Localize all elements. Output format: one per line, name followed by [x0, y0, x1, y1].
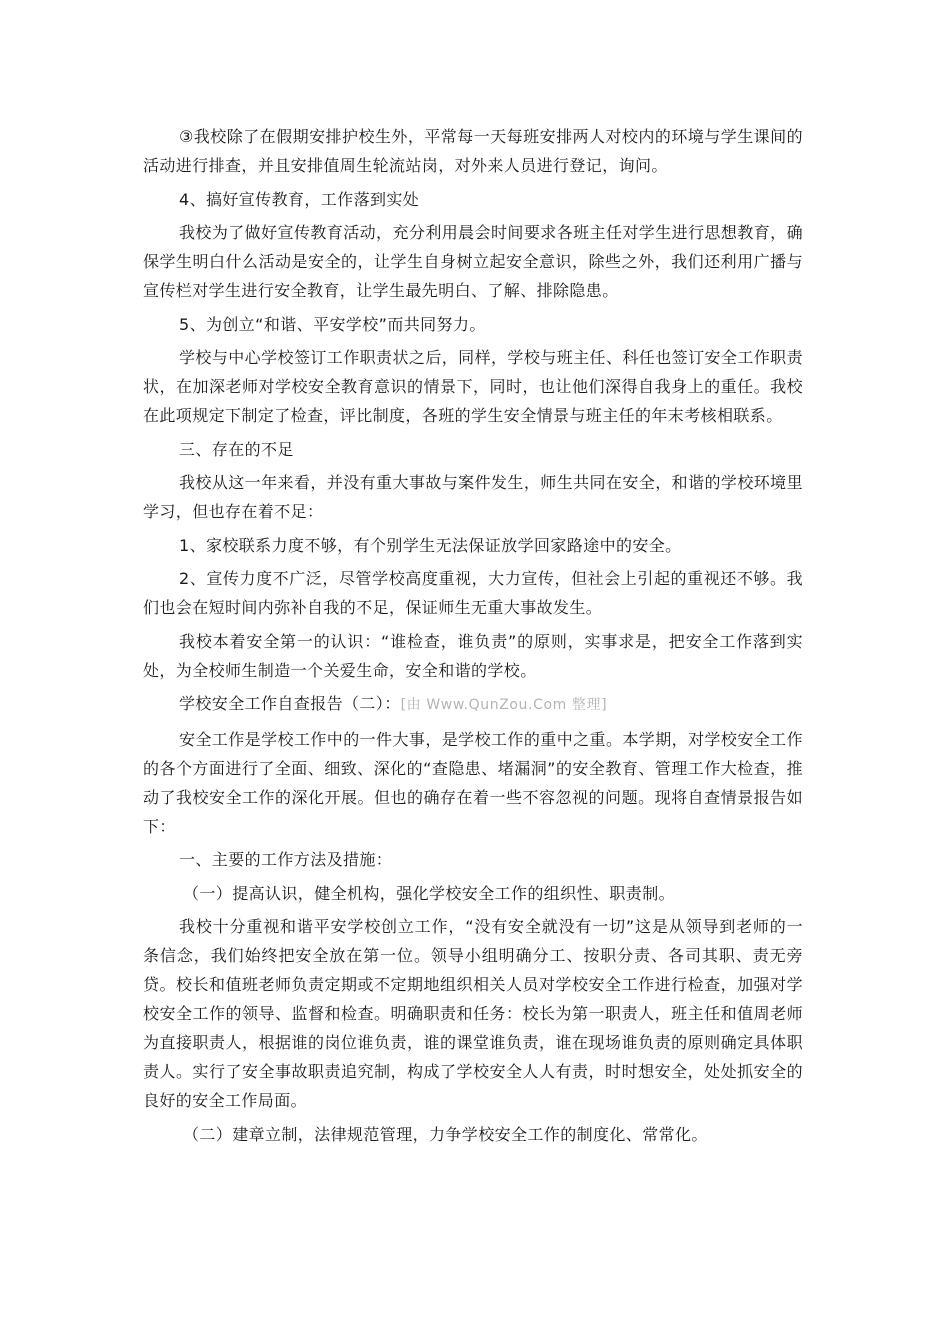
- paragraph-8: 1、家校联系力度不够，有个别学生无法保证放学回家路途中的安全。: [179, 535, 682, 555]
- paragraph-12: 安全工作是学校工作中的一件大事，是学校工作的重中之重。本学期，对学校安全工作的各个方面进行了全面、细致、深化的“查隐患、堵漏洞”的安全教育、管理工作大检查，推动了我校安全工作的深化开展。但也的确存在着一些不容忽视的问题。现将自查情景报告如下：: [143, 729, 803, 836]
- paragraph-9: 2、宣传力度不广泛，尽管学校高度重视，大力宣传，但社会上引起的重视还不够。我们也会在短时间内弥补自我的不足，保证师生无重大事故发生。: [143, 569, 803, 617]
- heading-main-methods: 一、主要的工作方法及措施：: [179, 850, 393, 869]
- report-two-title-text: 学校安全工作自查报告（二）：: [179, 694, 401, 713]
- report-two-title: [143, 689, 803, 720]
- source-note: [由 Www.QunZou.Com 整理]: [400, 697, 608, 713]
- heading-sub-2: （二）建章立制，法律规范管理，力争学校安全工作的制度化、常常化。: [183, 1124, 708, 1144]
- paragraph-10: 我校本着安全第一的认识：“谁检查，谁负责”的原则，实事求是，把安全工作落到实处，为全校师生制造一个关爱生命，安全和谐的学校。: [143, 631, 803, 680]
- heading-sub-1: （一）提高认识，健全机构，强化学校安全工作的组织性、职责制。: [183, 883, 676, 903]
- heading-shortcomings: 三、存在的不足: [179, 439, 294, 459]
- paragraph-5: 学校与中心学校签订工作职责状之后，同样，学校与班主任、科任也签订安全工作职责状，在加深老师对学校安全教育意识的情景下，同时，也让他们深得自我身上的重任。我校在此项规定下制定了检查，评比制度，各班的学生安全情景与班主任的年末考核相联系。: [143, 348, 803, 425]
- paragraph-7: 我校从这一年来看，并没有重大事故与案件发生，师生共同在安全，和谐的学校环境里学习，但也存在着不足：: [143, 473, 803, 521]
- paragraph-15: 我校十分重视和谐平安学校创立工作，“没有安全就没有一切”这是从领导到老师的一条信念，我们始终把安全放在第一位。领导小组明确分工、按职分责、各司其职、责无旁贷。校长和值班老师负责定期或不定期地组织相关人员对学校安全工作进行检查，加强对学校安全工作的领导、监督和检查。明确职责和任务：校长为第一职责人，班主任和值周老师为直接职责人，根据谁的岗位谁负责，谁的课堂谁负责，谁在现场谁负责的原则确定具体职责人。实行了安全事故职责追究制，构成了学校安全人人有责，时时想安全，处处抓安全的良好的安全工作局面。: [143, 917, 803, 1110]
- document-page: [143, 122, 803, 1153]
- heading-4-publicity: 4、搞好宣传教育，工作落到实处: [179, 189, 420, 209]
- paragraph-3: 我校为了做好宣传教育活动，充分利用晨会时间要求各班主任对学生进行思想教育，确保学生明白什么活动是安全的，让学生自身树立起安全意识，除些之外，我们还利用广播与宣传栏对学生进行安全教育，让学生最先明白、了解、排除隐患。: [143, 223, 803, 300]
- heading-5-harmony: 5、为创立“和谐、平安学校”而共同努力。: [179, 314, 486, 334]
- paragraph-1: ③我校除了在假期安排护校生外，平常每一天每班安排两人对校内的环境与学生课间的活动进行排查，并且安排值周生轮流站岗，对外来人员进行登记，询问。: [143, 127, 803, 175]
